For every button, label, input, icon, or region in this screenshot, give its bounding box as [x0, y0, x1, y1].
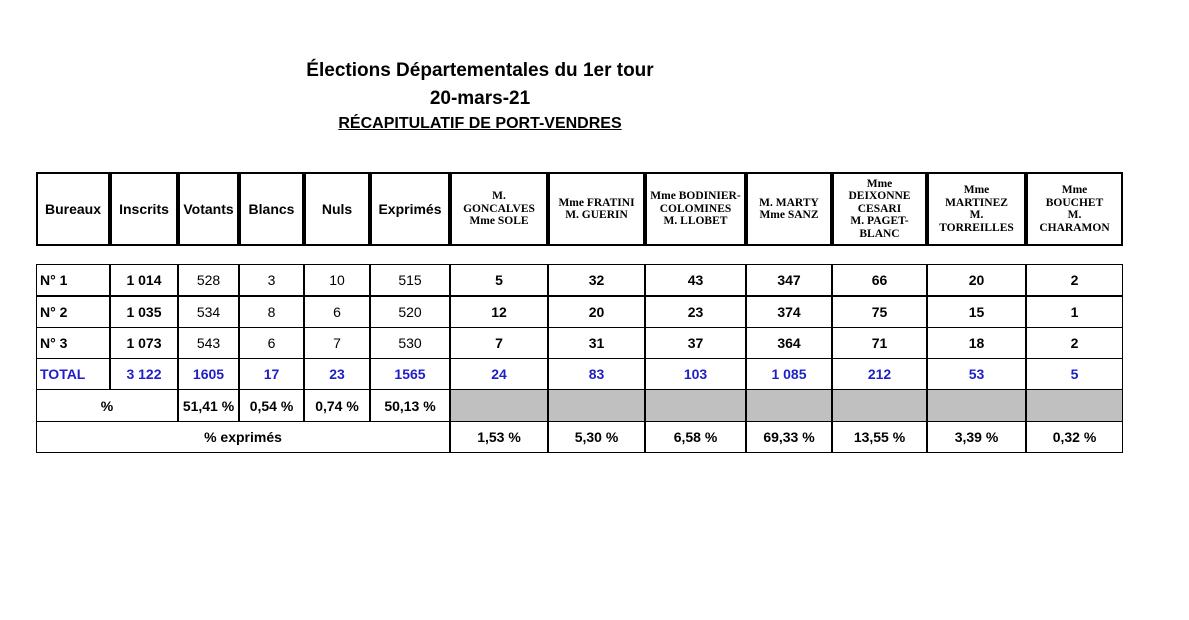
- header-candidate-2: Mme FRATINI M. GUERIN: [548, 172, 645, 246]
- inscrits-value: 1 035: [110, 296, 178, 328]
- exprimes-value: 530: [370, 327, 450, 359]
- candidate-votes: 1: [1026, 296, 1123, 328]
- total-exprimes: 1565: [370, 358, 450, 390]
- election-date: 20-mars-21: [429, 88, 531, 109]
- total-blancs: 17: [239, 358, 304, 390]
- empty-gray-cell: [645, 389, 746, 422]
- percent-exprimes: 50,13 %: [370, 389, 450, 422]
- candidate-percent: 6,58 %: [645, 421, 746, 453]
- candidate-votes: 71: [832, 327, 927, 359]
- empty-gray-cell: [927, 389, 1026, 422]
- header-blancs: Blancs: [239, 172, 304, 246]
- total-votants: 1605: [178, 358, 239, 390]
- header-exprimes: Exprimés: [370, 172, 450, 246]
- header-bureaux: Bureaux: [36, 172, 110, 246]
- header-candidate-7: Mme BOUCHET M. CHARAMON: [1026, 172, 1123, 246]
- header-inscrits: Inscrits: [110, 172, 178, 246]
- header-candidate-4: M. MARTY Mme SANZ: [746, 172, 832, 246]
- candidate-votes: 347: [746, 264, 832, 296]
- votants-value: 528: [178, 264, 239, 296]
- blancs-value: 3: [239, 264, 304, 296]
- empty-gray-cell: [548, 389, 645, 422]
- votants-value: 543: [178, 327, 239, 359]
- candidate-votes: 23: [645, 296, 746, 328]
- candidate-percent: 5,30 %: [548, 421, 645, 453]
- header-candidate-1: M. GONCALVES Mme SOLE: [450, 172, 548, 246]
- percent-votants: 51,41 %: [178, 389, 239, 422]
- page-title: Élections Départementales du 1er tour: [306, 60, 654, 81]
- nuls-value: 6: [304, 296, 370, 328]
- candidate-votes: 20: [927, 264, 1026, 296]
- total-candidate-votes: 53: [927, 358, 1026, 390]
- nuls-value: 7: [304, 327, 370, 359]
- empty-gray-cell: [746, 389, 832, 422]
- candidate-votes: 18: [927, 327, 1026, 359]
- total-label: TOTAL: [36, 358, 110, 390]
- votants-value: 534: [178, 296, 239, 328]
- candidate-votes: 43: [645, 264, 746, 296]
- total-candidate-votes: 5: [1026, 358, 1123, 390]
- total-candidate-votes: 24: [450, 358, 548, 390]
- total-nuls: 23: [304, 358, 370, 390]
- candidate-percent: 0,32 %: [1026, 421, 1123, 453]
- candidate-votes: 374: [746, 296, 832, 328]
- total-candidate-votes: 83: [548, 358, 645, 390]
- candidate-votes: 37: [645, 327, 746, 359]
- exprimes-value: 515: [370, 264, 450, 296]
- candidate-votes: 7: [450, 327, 548, 359]
- candidate-percent: 69,33 %: [746, 421, 832, 453]
- bureau-label: N° 3: [36, 327, 110, 359]
- empty-gray-cell: [450, 389, 548, 422]
- empty-gray-cell: [832, 389, 927, 422]
- candidate-percent: 3,39 %: [927, 421, 1026, 453]
- exprimes-value: 520: [370, 296, 450, 328]
- nuls-value: 10: [304, 264, 370, 296]
- percent-exprimes-label: % exprimés: [36, 421, 450, 453]
- total-candidate-votes: 1 085: [746, 358, 832, 390]
- header-candidate-6: Mme MARTINEZ M. TORREILLES: [927, 172, 1026, 246]
- inscrits-value: 1 073: [110, 327, 178, 359]
- bureau-label: N° 2: [36, 296, 110, 328]
- header-candidate-5: Mme DEIXONNE CESARI M. PAGET- BLANC: [832, 172, 927, 246]
- candidate-percent: 1,53 %: [450, 421, 548, 453]
- candidate-votes: 66: [832, 264, 927, 296]
- candidate-votes: 31: [548, 327, 645, 359]
- candidate-votes: 75: [832, 296, 927, 328]
- candidate-votes: 15: [927, 296, 1026, 328]
- page-subtitle: RÉCAPITULATIF DE PORT-VENDRES: [338, 115, 622, 132]
- candidate-votes: 364: [746, 327, 832, 359]
- candidate-percent: 13,55 %: [832, 421, 927, 453]
- header-candidate-3: Mme BODINIER- COLOMINES M. LLOBET: [645, 172, 746, 246]
- header-votants: Votants: [178, 172, 239, 246]
- header-nuls: Nuls: [304, 172, 370, 246]
- candidate-votes: 20: [548, 296, 645, 328]
- candidate-votes: 12: [450, 296, 548, 328]
- total-candidate-votes: 212: [832, 358, 927, 390]
- candidate-votes: 5: [450, 264, 548, 296]
- empty-gray-cell: [1026, 389, 1123, 422]
- candidate-votes: 32: [548, 264, 645, 296]
- candidate-votes: 2: [1026, 264, 1123, 296]
- candidate-votes: 2: [1026, 327, 1123, 359]
- percent-blancs: 0,54 %: [239, 389, 304, 422]
- percent-nuls: 0,74 %: [304, 389, 370, 422]
- percent-label: %: [36, 389, 178, 422]
- inscrits-value: 1 014: [110, 264, 178, 296]
- blancs-value: 6: [239, 327, 304, 359]
- blancs-value: 8: [239, 296, 304, 328]
- bureau-label: N° 1: [36, 264, 110, 296]
- total-inscrits: 3 122: [110, 358, 178, 390]
- total-candidate-votes: 103: [645, 358, 746, 390]
